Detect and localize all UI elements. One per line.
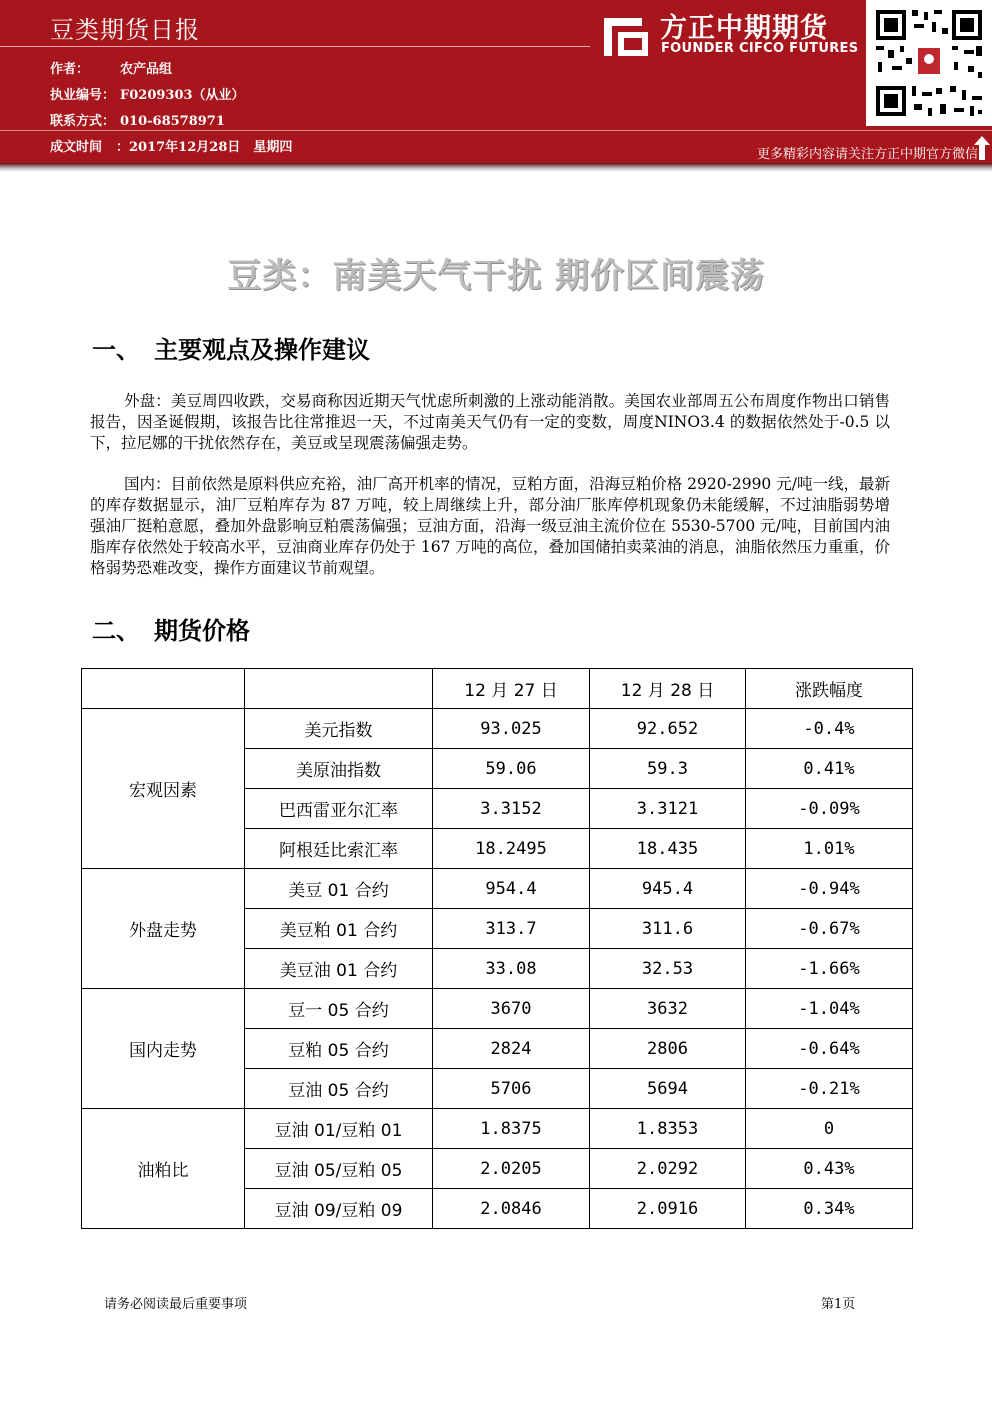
header-cell-date1: 12 月 27 日 <box>433 669 590 709</box>
value-cell: 33.08 <box>433 949 590 989</box>
item-cell: 美元指数 <box>245 709 433 749</box>
paragraph-domestic: 国内：目前依然是原料供应充裕，油厂高开机率的情况，豆粕方面，沿海豆粕价格 2920-2990 元/吨一线，最新的库存数据显示，油厂豆粕库存为 87 万吨，较上周继续上升，部分油厂胀库停机现象仍未能缓解，不过油脂弱势增强油厂挺粕意愿，叠加外盘影响豆粕震荡偏强；豆油方面，沿海一级豆油主流价位在 5530-5700 元/吨，目前国内油脂库存依然处于较高水平，豆油商业库存仍处于 167 万吨的高位，叠加国储拍卖菜油的消息，油脂依然压力重重，价格弱势恐难改变，操作方面建议节前观望。 <box>90 475 890 577</box>
value-cell: 3.3152 <box>433 789 590 829</box>
category-cell: 外盘走势 <box>82 869 245 989</box>
item-cell: 阿根廷比索汇率 <box>245 829 433 869</box>
header-divider <box>0 46 590 47</box>
meta-key: 执业编号： <box>50 88 116 103</box>
value-cell: 3632 <box>590 989 746 1029</box>
change-cell: -0.4% <box>746 709 913 749</box>
company-name-en: FOUNDER CIFCO FUTURES <box>661 41 859 56</box>
table-row <box>82 1109 913 1149</box>
value-cell: 5706 <box>433 1069 590 1109</box>
meta-key: 作者： <box>50 62 90 77</box>
value-cell: 1.8375 <box>433 1109 590 1149</box>
report-series-title: 豆类期货日报 <box>50 16 200 44</box>
value-cell: 18.435 <box>590 829 746 869</box>
category-cell: 宏观因素 <box>82 709 245 869</box>
section-title: 主要观点及操作建议 <box>154 336 370 364</box>
table-row <box>82 989 913 1029</box>
header-rule <box>0 130 992 131</box>
arrow-up-icon <box>974 136 990 160</box>
header-shadow <box>0 163 992 172</box>
header-cell <box>245 669 433 709</box>
meta-date <box>50 136 292 155</box>
section-heading-1 <box>92 330 370 365</box>
value-cell: 313.7 <box>433 909 590 949</box>
change-cell: -0.21% <box>746 1069 913 1109</box>
change-cell: 0.41% <box>746 749 913 789</box>
value-cell: 945.4 <box>590 869 746 909</box>
header-cell-date2: 12 月 28 日 <box>590 669 746 709</box>
value-cell: 59.3 <box>590 749 746 789</box>
value-cell: 2806 <box>590 1029 746 1069</box>
item-cell: 豆油 09/豆粕 09 <box>245 1189 433 1229</box>
footer-disclaimer: 请务必阅读最后重要事项 <box>104 1297 248 1312</box>
value-cell: 59.06 <box>433 749 590 789</box>
meta-value: 农产品组 <box>120 62 173 77</box>
meta-value: ：2017年12月28日 星期四 <box>116 140 293 155</box>
change-cell: 0 <box>746 1109 913 1149</box>
meta-key: 成文时间 <box>50 140 103 155</box>
company-name-cn: 方正中期期货 <box>660 13 828 44</box>
founder-logo-icon <box>604 12 648 56</box>
value-cell: 2.0916 <box>590 1189 746 1229</box>
header-band <box>0 0 992 163</box>
qr-code-icon <box>866 0 992 126</box>
meta-author <box>50 58 172 77</box>
value-cell: 2824 <box>433 1029 590 1069</box>
value-cell: 93.025 <box>433 709 590 749</box>
item-cell: 美原油指数 <box>245 749 433 789</box>
table-row <box>82 869 913 909</box>
category-cell: 国内走势 <box>82 989 245 1109</box>
item-cell: 豆一 05 合约 <box>245 989 433 1029</box>
item-cell: 豆油 01/豆粕 01 <box>245 1109 433 1149</box>
item-cell: 巴西雷亚尔汇率 <box>245 789 433 829</box>
value-cell: 2.0846 <box>433 1189 590 1229</box>
header-cell-change: 涨跌幅度 <box>746 669 913 709</box>
meta-contact <box>50 110 225 129</box>
item-cell: 美豆油 01 合约 <box>245 949 433 989</box>
change-cell: 0.34% <box>746 1189 913 1229</box>
header-cell <box>82 669 245 709</box>
item-cell: 美豆 01 合约 <box>245 869 433 909</box>
value-cell: 3670 <box>433 989 590 1029</box>
value-cell: 18.2495 <box>433 829 590 869</box>
value-cell: 1.8353 <box>590 1109 746 1149</box>
section-title: 期货价格 <box>154 617 250 645</box>
paragraph-overseas: 外盘：美豆周四收跌，交易商称因近期天气忧虑所刺激的上涨动能消散。美国农业部周五公布周度作物出口销售报告，因圣诞假期，该报告比往常推迟一天，不过南美天气仍有一定的变数，周度NINO3.4 的数据依然处于-0.5 以下，拉尼娜的干扰依然存在，美豆或呈现震荡偏强走势。 <box>90 392 890 452</box>
meta-license <box>50 84 245 103</box>
document-title: 豆类：南美天气干扰 期价区间震荡 <box>227 256 765 296</box>
change-cell: -1.04% <box>746 989 913 1029</box>
meta-value: 010-68578971 <box>120 114 225 129</box>
value-cell: 5694 <box>590 1069 746 1109</box>
change-cell: 1.01% <box>746 829 913 869</box>
change-cell: 0.43% <box>746 1149 913 1189</box>
section-number: 二、 <box>92 617 140 645</box>
change-cell: -1.66% <box>746 949 913 989</box>
value-cell: 92.652 <box>590 709 746 749</box>
table-row <box>82 709 913 749</box>
futures-price-table <box>81 668 913 1229</box>
item-cell: 美豆粕 01 合约 <box>245 909 433 949</box>
category-cell: 油粕比 <box>82 1109 245 1229</box>
value-cell: 2.0205 <box>433 1149 590 1189</box>
meta-value: F0209303（从业） <box>120 88 245 103</box>
change-cell: -0.64% <box>746 1029 913 1069</box>
change-cell: -0.09% <box>746 789 913 829</box>
change-cell: -0.94% <box>746 869 913 909</box>
item-cell: 豆油 05 合约 <box>245 1069 433 1109</box>
meta-key: 联系方式： <box>50 114 116 129</box>
item-cell: 豆粕 05 合约 <box>245 1029 433 1069</box>
change-cell: -0.67% <box>746 909 913 949</box>
section-number: 一、 <box>92 336 140 364</box>
wechat-qr-code <box>866 0 992 126</box>
table-header-row <box>82 669 913 709</box>
section-heading-2 <box>92 611 250 646</box>
wechat-follow-tip: 更多精彩内容请关注方正中期官方微信 <box>756 147 978 162</box>
value-cell: 32.53 <box>590 949 746 989</box>
value-cell: 2.0292 <box>590 1149 746 1189</box>
value-cell: 954.4 <box>433 869 590 909</box>
footer-page-number: 第1页 <box>821 1297 856 1312</box>
item-cell: 豆油 05/豆粕 05 <box>245 1149 433 1189</box>
value-cell: 3.3121 <box>590 789 746 829</box>
value-cell: 311.6 <box>590 909 746 949</box>
